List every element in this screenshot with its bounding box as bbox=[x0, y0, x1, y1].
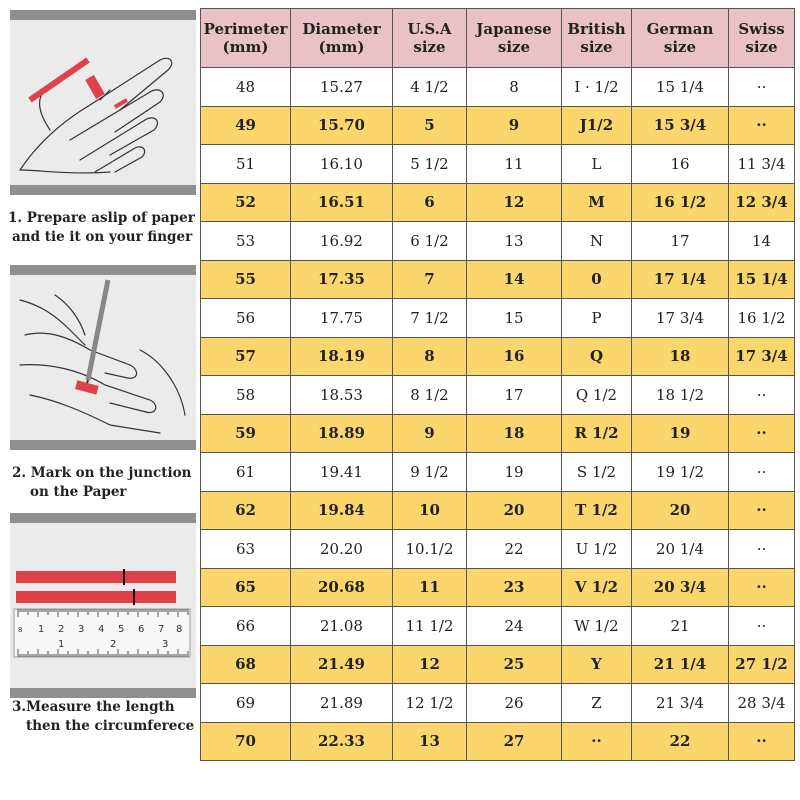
table-row bbox=[201, 222, 795, 261]
table-cell-swiss-size: ·· bbox=[729, 491, 795, 530]
table-cell-usa-size: 5 bbox=[393, 106, 467, 145]
table-cell-diameter: 19.84 bbox=[291, 491, 393, 530]
table-cell-swiss-size: 11 3/4 bbox=[729, 145, 795, 184]
table-cell-perimeter: 51 bbox=[201, 145, 291, 184]
table-cell-usa-size: 7 bbox=[393, 260, 467, 299]
table-cell-german-size: 18 bbox=[632, 337, 729, 376]
table-cell-perimeter: 56 bbox=[201, 299, 291, 338]
table-cell-diameter: 18.53 bbox=[291, 376, 393, 415]
table-cell-japanese-size: 9 bbox=[467, 106, 562, 145]
table-cell-swiss-size: ·· bbox=[729, 414, 795, 453]
ring-size-table bbox=[200, 8, 795, 761]
table-row bbox=[201, 684, 795, 723]
table-cell-german-size: 17 3/4 bbox=[632, 299, 729, 338]
table-cell-diameter: 21.89 bbox=[291, 684, 393, 723]
step1-line1: 1. Prepare aslip of paper bbox=[8, 210, 195, 226]
table-cell-usa-size: 11 bbox=[393, 568, 467, 607]
table-cell-diameter: 19.41 bbox=[291, 453, 393, 492]
table-cell-diameter: 16.51 bbox=[291, 183, 393, 222]
table-cell-perimeter: 57 bbox=[201, 337, 291, 376]
column-header-japanese-size: Japanese size bbox=[467, 9, 562, 68]
table-cell-diameter: 16.10 bbox=[291, 145, 393, 184]
table-cell-usa-size: 9 bbox=[393, 414, 467, 453]
column-header-british-size: British size bbox=[562, 9, 632, 68]
table-cell-german-size: 15 1/4 bbox=[632, 68, 729, 107]
table-cell-perimeter: 66 bbox=[201, 607, 291, 646]
table-cell-usa-size: 9 1/2 bbox=[393, 453, 467, 492]
table-body bbox=[201, 68, 795, 761]
table-cell-swiss-size: 28 3/4 bbox=[729, 684, 795, 723]
ruler-inch-label: 1 bbox=[58, 639, 65, 650]
column-header-perimeter: Perimeter (mm) bbox=[201, 9, 291, 68]
step1-illustration bbox=[10, 10, 196, 195]
table-cell-usa-size: 8 1/2 bbox=[393, 376, 467, 415]
table-cell-perimeter: 53 bbox=[201, 222, 291, 261]
step3-line2: then the circumferece bbox=[26, 718, 195, 734]
table-cell-diameter: 18.89 bbox=[291, 414, 393, 453]
step3-illustration bbox=[10, 513, 196, 698]
table-row bbox=[201, 299, 795, 338]
table-row bbox=[201, 106, 795, 145]
table-cell-british-size: Q bbox=[562, 337, 632, 376]
table-cell-perimeter: 63 bbox=[201, 530, 291, 569]
table-cell-japanese-size: 18 bbox=[467, 414, 562, 453]
table-cell-diameter: 20.20 bbox=[291, 530, 393, 569]
table-cell-british-size: M bbox=[562, 183, 632, 222]
table-cell-swiss-size: 16 1/2 bbox=[729, 299, 795, 338]
table-cell-japanese-size: 11 bbox=[467, 145, 562, 184]
table-cell-usa-size: 13 bbox=[393, 722, 467, 761]
table-cell-german-size: 21 bbox=[632, 607, 729, 646]
ruler-label: 8 bbox=[176, 624, 183, 635]
table-cell-diameter: 21.08 bbox=[291, 607, 393, 646]
table-cell-swiss-size: ·· bbox=[729, 568, 795, 607]
ruler-inch-label: 3 bbox=[162, 639, 169, 650]
table-cell-perimeter: 58 bbox=[201, 376, 291, 415]
table-cell-british-size: I · 1/2 bbox=[562, 68, 632, 107]
table-cell-japanese-size: 24 bbox=[467, 607, 562, 646]
column-header-diameter: Diameter (mm) bbox=[291, 9, 393, 68]
step2-line2: on the Paper bbox=[30, 484, 127, 500]
ruler-label: 7 bbox=[158, 624, 165, 635]
table-cell-usa-size: 6 bbox=[393, 183, 467, 222]
table-cell-diameter: 15.27 bbox=[291, 68, 393, 107]
table-cell-diameter: 21.49 bbox=[291, 645, 393, 684]
step3-text bbox=[8, 698, 200, 736]
instructions-column bbox=[0, 0, 200, 800]
table-cell-swiss-size: ·· bbox=[729, 376, 795, 415]
table-cell-usa-size: 5 1/2 bbox=[393, 145, 467, 184]
table-row bbox=[201, 491, 795, 530]
table-cell-german-size: 20 1/4 bbox=[632, 530, 729, 569]
table-cell-british-size: J1/2 bbox=[562, 106, 632, 145]
step3-line1: 3.Measure the length bbox=[12, 699, 175, 715]
table-cell-usa-size: 10 bbox=[393, 491, 467, 530]
table-cell-british-size: U 1/2 bbox=[562, 530, 632, 569]
table-cell-swiss-size: ·· bbox=[729, 722, 795, 761]
table-row bbox=[201, 414, 795, 453]
table-cell-german-size: 21 1/4 bbox=[632, 645, 729, 684]
table-cell-usa-size: 7 1/2 bbox=[393, 299, 467, 338]
table-cell-german-size: 15 3/4 bbox=[632, 106, 729, 145]
table-cell-german-size: 19 bbox=[632, 414, 729, 453]
table-cell-perimeter: 62 bbox=[201, 491, 291, 530]
table-cell-swiss-size: ·· bbox=[729, 530, 795, 569]
table-cell-diameter: 22.33 bbox=[291, 722, 393, 761]
table-cell-japanese-size: 19 bbox=[467, 453, 562, 492]
table-cell-perimeter: 65 bbox=[201, 568, 291, 607]
table-cell-japanese-size: 15 bbox=[467, 299, 562, 338]
table-cell-british-size: 0 bbox=[562, 260, 632, 299]
table-header-row bbox=[201, 9, 795, 68]
table-cell-swiss-size: 17 3/4 bbox=[729, 337, 795, 376]
ruler-label: 5 bbox=[118, 624, 125, 635]
table-cell-perimeter: 49 bbox=[201, 106, 291, 145]
table-cell-japanese-size: 17 bbox=[467, 376, 562, 415]
table-cell-japanese-size: 27 bbox=[467, 722, 562, 761]
table-cell-japanese-size: 22 bbox=[467, 530, 562, 569]
table-cell-british-size: P bbox=[562, 299, 632, 338]
ruler-label: 6 bbox=[138, 624, 145, 635]
table-cell-british-size: ·· bbox=[562, 722, 632, 761]
table-cell-perimeter: 61 bbox=[201, 453, 291, 492]
table-row bbox=[201, 568, 795, 607]
table-cell-diameter: 17.35 bbox=[291, 260, 393, 299]
table-cell-perimeter: 59 bbox=[201, 414, 291, 453]
column-header-usa-size: U.S.A size bbox=[393, 9, 467, 68]
table-cell-german-size: 21 3/4 bbox=[632, 684, 729, 723]
table-row bbox=[201, 722, 795, 761]
table-cell-perimeter: 48 bbox=[201, 68, 291, 107]
table-row bbox=[201, 183, 795, 222]
table-cell-japanese-size: 14 bbox=[467, 260, 562, 299]
table-cell-british-size: T 1/2 bbox=[562, 491, 632, 530]
table-cell-perimeter: 68 bbox=[201, 645, 291, 684]
table-cell-japanese-size: 25 bbox=[467, 645, 562, 684]
table-cell-diameter: 16.92 bbox=[291, 222, 393, 261]
table-cell-perimeter: 55 bbox=[201, 260, 291, 299]
table-cell-japanese-size: 20 bbox=[467, 491, 562, 530]
table-cell-german-size: 22 bbox=[632, 722, 729, 761]
table-cell-german-size: 17 1/4 bbox=[632, 260, 729, 299]
ruler-label: 3 bbox=[78, 624, 85, 635]
table-cell-japanese-size: 16 bbox=[467, 337, 562, 376]
table-cell-german-size: 20 bbox=[632, 491, 729, 530]
table-cell-british-size: L bbox=[562, 145, 632, 184]
paper-strip-icon bbox=[16, 571, 176, 583]
table-cell-german-size: 19 1/2 bbox=[632, 453, 729, 492]
table-cell-usa-size: 12 1/2 bbox=[393, 684, 467, 723]
table-cell-swiss-size: ·· bbox=[729, 68, 795, 107]
table-cell-swiss-size: ·· bbox=[729, 453, 795, 492]
table-cell-german-size: 16 bbox=[632, 145, 729, 184]
table-cell-british-size: Y bbox=[562, 645, 632, 684]
table-cell-swiss-size: 15 1/4 bbox=[729, 260, 795, 299]
table-cell-perimeter: 69 bbox=[201, 684, 291, 723]
table-cell-diameter: 15.70 bbox=[291, 106, 393, 145]
table-cell-japanese-size: 26 bbox=[467, 684, 562, 723]
table-cell-swiss-size: 12 3/4 bbox=[729, 183, 795, 222]
table-cell-british-size: N bbox=[562, 222, 632, 261]
table-row bbox=[201, 68, 795, 107]
step1-text bbox=[8, 209, 200, 247]
step2-illustration bbox=[10, 265, 196, 450]
table-cell-usa-size: 6 1/2 bbox=[393, 222, 467, 261]
step2-text bbox=[8, 464, 200, 502]
table-cell-japanese-size: 12 bbox=[467, 183, 562, 222]
paper-strip-icon bbox=[16, 591, 176, 603]
ruler-label: 4 bbox=[98, 624, 105, 635]
table-cell-swiss-size: ·· bbox=[729, 607, 795, 646]
table-cell-japanese-size: 23 bbox=[467, 568, 562, 607]
column-header-german-size: German size bbox=[632, 9, 729, 68]
table-cell-british-size: S 1/2 bbox=[562, 453, 632, 492]
table-cell-perimeter: 52 bbox=[201, 183, 291, 222]
table-cell-german-size: 20 3/4 bbox=[632, 568, 729, 607]
table-cell-swiss-size: 27 1/2 bbox=[729, 645, 795, 684]
table-cell-diameter: 18.19 bbox=[291, 337, 393, 376]
table-cell-british-size: Z bbox=[562, 684, 632, 723]
table-cell-usa-size: 12 bbox=[393, 645, 467, 684]
table-cell-usa-size: 10.1/2 bbox=[393, 530, 467, 569]
table-cell-german-size: 16 1/2 bbox=[632, 183, 729, 222]
pen-icon bbox=[88, 280, 108, 380]
table-cell-japanese-size: 13 bbox=[467, 222, 562, 261]
table-row bbox=[201, 530, 795, 569]
table-cell-usa-size: 11 1/2 bbox=[393, 607, 467, 646]
table-cell-german-size: 17 bbox=[632, 222, 729, 261]
step1-line2: and tie it on your finger bbox=[12, 229, 193, 245]
table-cell-british-size: R 1/2 bbox=[562, 414, 632, 453]
table-cell-perimeter: 70 bbox=[201, 722, 291, 761]
table-row bbox=[201, 260, 795, 299]
table-cell-usa-size: 4 1/2 bbox=[393, 68, 467, 107]
table-cell-diameter: 17.75 bbox=[291, 299, 393, 338]
table-row bbox=[201, 337, 795, 376]
paper-strip-icon bbox=[30, 60, 88, 100]
table-cell-british-size: W 1/2 bbox=[562, 607, 632, 646]
table-row bbox=[201, 645, 795, 684]
table-cell-swiss-size: 14 bbox=[729, 222, 795, 261]
table-row bbox=[201, 607, 795, 646]
svg-text:8: 8 bbox=[18, 626, 23, 634]
table-cell-british-size: Q 1/2 bbox=[562, 376, 632, 415]
table-cell-swiss-size: ·· bbox=[729, 106, 795, 145]
column-header-swiss-size: Swiss size bbox=[729, 9, 795, 68]
table-cell-diameter: 20.68 bbox=[291, 568, 393, 607]
table-row bbox=[201, 376, 795, 415]
ruler-label: 1 bbox=[38, 624, 45, 635]
table-row bbox=[201, 145, 795, 184]
step2-line1: 2. Mark on the junction bbox=[12, 465, 192, 481]
table-row bbox=[201, 453, 795, 492]
table-cell-british-size: V 1/2 bbox=[562, 568, 632, 607]
table-cell-japanese-size: 8 bbox=[467, 68, 562, 107]
ruler-inch-label: 2 bbox=[110, 639, 117, 650]
table-cell-usa-size: 8 bbox=[393, 337, 467, 376]
ruler-label: 2 bbox=[58, 624, 65, 635]
table-cell-german-size: 18 1/2 bbox=[632, 376, 729, 415]
